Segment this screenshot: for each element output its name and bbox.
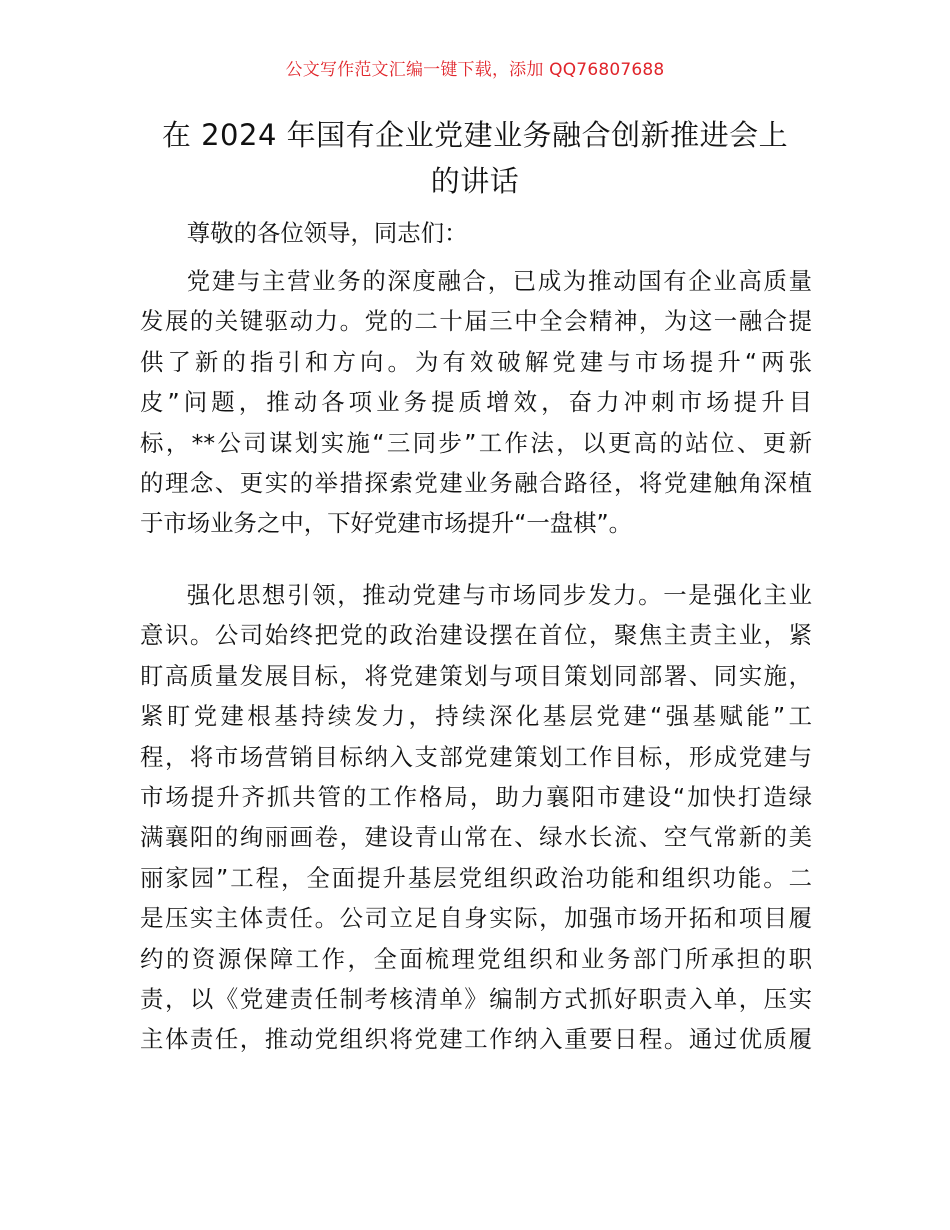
- paragraph-line: 程，将市场营销目标纳入支部党建策划工作目标，形成党建与: [140, 742, 812, 771]
- title-line-2: 的讲话: [430, 164, 520, 198]
- paragraph-line: 供了新的指引和方向。为有效破解党建与市场提升“两张: [140, 347, 812, 376]
- paragraph-line: 是压实主体责任。公司立足自身实际，加强市场开拓和项目履: [140, 904, 812, 933]
- paragraph-line: 市场提升齐抓共管的工作格局，助力襄阳市建设“加快打造绿: [140, 783, 812, 812]
- paragraph-line: 盯高质量发展目标，将党建策划与项目策划同部署、同实施，: [140, 661, 812, 690]
- title-line-1: 在 2024 年国有企业党建业务融合创新推进会上: [161, 118, 789, 152]
- paragraph-line: 丽家园”工程，全面提升基层党组织政治功能和组织功能。二: [140, 863, 812, 892]
- paragraph-line: 党建与主营业务的深度融合，已成为推动国有企业高质量: [186, 267, 812, 295]
- paragraph-line: 于市场业务之中，下好党建市场提升“一盘棋”。: [140, 509, 633, 538]
- paragraph-line: 皮”问题，推动各项业务提质增效，奋力冲刺市场提升目: [140, 388, 812, 417]
- salutation-text: 尊敬的各位领导，同志们：: [186, 219, 468, 247]
- paragraph-line: 主体责任，推动党组织将党建工作纳入重要日程。通过优质履: [140, 1025, 812, 1054]
- document-title: [140, 112, 810, 204]
- paragraph-line: 发展的关键驱动力。党的二十届三中全会精神，为这一融合提: [140, 307, 812, 336]
- download-banner: [0, 56, 950, 84]
- paragraph-line: 标，**公司谋划实施“三同步”工作法，以更高的站位、更新: [140, 428, 812, 457]
- paragraph-line: 满襄阳的绚丽画卷，建设青山常在、绿水长流、空气常新的美: [140, 823, 812, 852]
- paragraph-2: [140, 575, 812, 1060]
- paragraph-line: 约的资源保障工作，全面梳理党组织和业务部门所承担的职: [140, 944, 812, 973]
- paragraph-line: 紧盯党建根基持续发力，持续深化基层党建“强基赋能”工: [140, 702, 812, 731]
- paragraph-1: [140, 261, 812, 544]
- paragraph-line: 责，以《党建责任制考核清单》编制方式抓好职责入单，压实: [140, 985, 812, 1014]
- paragraph-line: 的理念、更实的举措探索党建业务融合路径，将党建触角深植: [140, 469, 812, 498]
- paragraph-line: 意识。公司始终把党的政治建设摆在首位，聚焦主责主业，紧: [140, 621, 812, 650]
- salutation: [140, 213, 812, 253]
- download-banner-text: 公文写作范文汇编一键下载，添加 QQ76807688: [285, 60, 665, 80]
- paragraph-line: 强化思想引领，推动党建与市场同步发力。一是强化主业: [186, 581, 812, 609]
